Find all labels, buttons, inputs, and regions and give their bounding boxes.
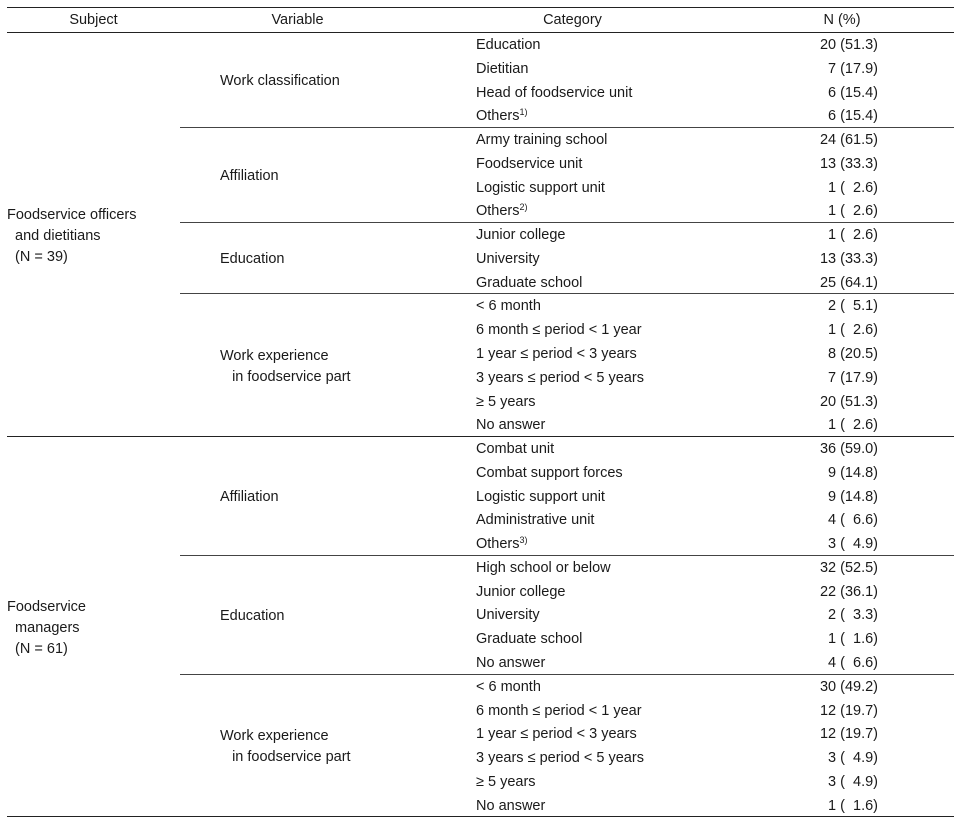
header-rule [7, 32, 954, 33]
variable-separator [180, 293, 954, 294]
variable-label: Work experience in foodservice part [220, 347, 351, 385]
category-cell [476, 535, 528, 553]
category-cell: 6 month ≤ period < 1 year [476, 702, 642, 719]
category-text: Others [476, 108, 520, 125]
category-cell: No answer [476, 655, 546, 672]
category-cell: 3 years ≤ period < 5 years [476, 750, 644, 767]
header-variable: Variable [271, 12, 324, 28]
category-text: Others [476, 536, 520, 553]
category-text: Others [476, 203, 520, 220]
category-cell: Logistic support unit [476, 488, 605, 505]
group-separator [7, 436, 954, 437]
n-percent-cell: 9 (14.8) [828, 488, 878, 505]
footnote-marker: 2) [519, 202, 528, 213]
category-cell: Logistic support unit [476, 179, 605, 196]
n-percent-cell: 25 (64.1) [819, 274, 878, 291]
n-percent-cell: 7 (17.9) [828, 60, 878, 77]
n-percent-cell: 2 ( 3.3) [828, 607, 878, 624]
n-percent-cell: 1 ( 2.6) [828, 227, 878, 244]
n-percent-cell: 1 ( 1.6) [828, 797, 878, 814]
category-cell: Administrative unit [476, 512, 595, 529]
n-percent-cell: 13 (33.3) [819, 250, 878, 267]
n-percent-cell: 2 ( 5.1) [828, 298, 878, 315]
category-cell: Graduate school [476, 274, 583, 291]
n-percent-cell: 22 (36.1) [819, 583, 878, 600]
category-cell: High school or below [476, 559, 611, 576]
n-percent-cell: 3 ( 4.9) [828, 750, 878, 767]
n-percent-cell: 1 ( 2.6) [828, 417, 878, 434]
n-percent-cell: 30 (49.2) [819, 678, 878, 695]
variable-label: Education [220, 607, 285, 624]
category-cell: < 6 month [476, 678, 541, 695]
category-cell: Army training school [476, 132, 608, 149]
variable-label: Affiliation [220, 489, 279, 505]
category-cell: 1 year ≤ period < 3 years [476, 346, 637, 362]
variable-label: Affiliation [220, 168, 279, 185]
n-percent-cell: 3 ( 4.9) [828, 773, 878, 790]
header-n-percent: N (%) [823, 12, 861, 28]
category-cell: ≥ 5 years [476, 393, 536, 410]
n-percent-cell: 32 (52.5) [819, 559, 878, 576]
variable-label: Education [220, 251, 285, 268]
n-percent-cell: 1 ( 1.6) [828, 631, 878, 648]
n-percent-cell: 24 (61.5) [819, 132, 878, 149]
category-cell: Junior college [476, 583, 566, 600]
category-cell: Education [476, 37, 541, 53]
category-cell: Combat support forces [476, 464, 623, 481]
n-percent-cell: 3 ( 4.9) [828, 536, 878, 553]
n-percent-cell: 12 (19.7) [819, 726, 878, 743]
category-cell: 6 month ≤ period < 1 year [476, 322, 642, 339]
variable-label: Work classification [220, 73, 340, 90]
n-percent-cell: 1 ( 2.6) [828, 322, 878, 339]
category-cell: Junior college [476, 227, 566, 244]
category-cell: University [476, 250, 540, 267]
category-cell: < 6 month [476, 298, 541, 315]
n-percent-cell: 4 ( 6.6) [828, 512, 878, 529]
category-cell [476, 202, 528, 220]
n-percent-cell: 6 (15.4) [828, 84, 878, 101]
n-percent-cell: 1 ( 2.6) [828, 179, 878, 196]
category-cell: Dietitian [476, 60, 529, 77]
variable-separator [180, 127, 954, 128]
subject-label: Foodservice officers and dietitians (N = 39) [7, 206, 137, 265]
header-subject: Subject [69, 12, 118, 28]
variable-separator [180, 222, 954, 223]
n-percent-cell: 7 (17.9) [828, 369, 878, 386]
category-cell: 1 year ≤ period < 3 years [476, 726, 637, 743]
variable-separator [180, 555, 954, 556]
category-cell: No answer [476, 797, 546, 814]
category-cell: ≥ 5 years [476, 773, 536, 790]
footnote-marker: 3) [519, 535, 528, 546]
category-cell: No answer [476, 417, 546, 434]
category-cell: Combat unit [476, 441, 555, 458]
n-percent-cell: 12 (19.7) [819, 702, 878, 719]
category-cell: Foodservice unit [476, 155, 583, 172]
table-top-rule [7, 7, 954, 8]
category-cell: University [476, 607, 540, 624]
category-cell: Graduate school [476, 631, 583, 648]
n-percent-cell: 20 (51.3) [819, 393, 878, 410]
n-percent-cell: 20 (51.3) [819, 37, 878, 53]
header-category: Category [543, 12, 602, 28]
category-cell [476, 107, 528, 125]
n-percent-cell: 36 (59.0) [819, 441, 878, 458]
n-percent-cell: 6 (15.4) [828, 108, 878, 125]
category-cell: 3 years ≤ period < 5 years [476, 369, 644, 386]
variable-label: Work experience in foodservice part [220, 728, 351, 766]
n-percent-cell: 1 ( 2.6) [828, 203, 878, 220]
n-percent-cell: 8 (20.5) [828, 346, 878, 362]
n-percent-cell: 4 ( 6.6) [828, 655, 878, 672]
variable-separator [180, 674, 954, 675]
category-cell: Head of foodservice unit [476, 84, 633, 101]
footnote-marker: 1) [519, 107, 528, 118]
subject-label: Foodservice managers (N = 61) [7, 598, 86, 657]
table-bottom-rule [7, 816, 954, 817]
n-percent-cell: 13 (33.3) [819, 155, 878, 172]
n-percent-cell: 9 (14.8) [828, 464, 878, 481]
